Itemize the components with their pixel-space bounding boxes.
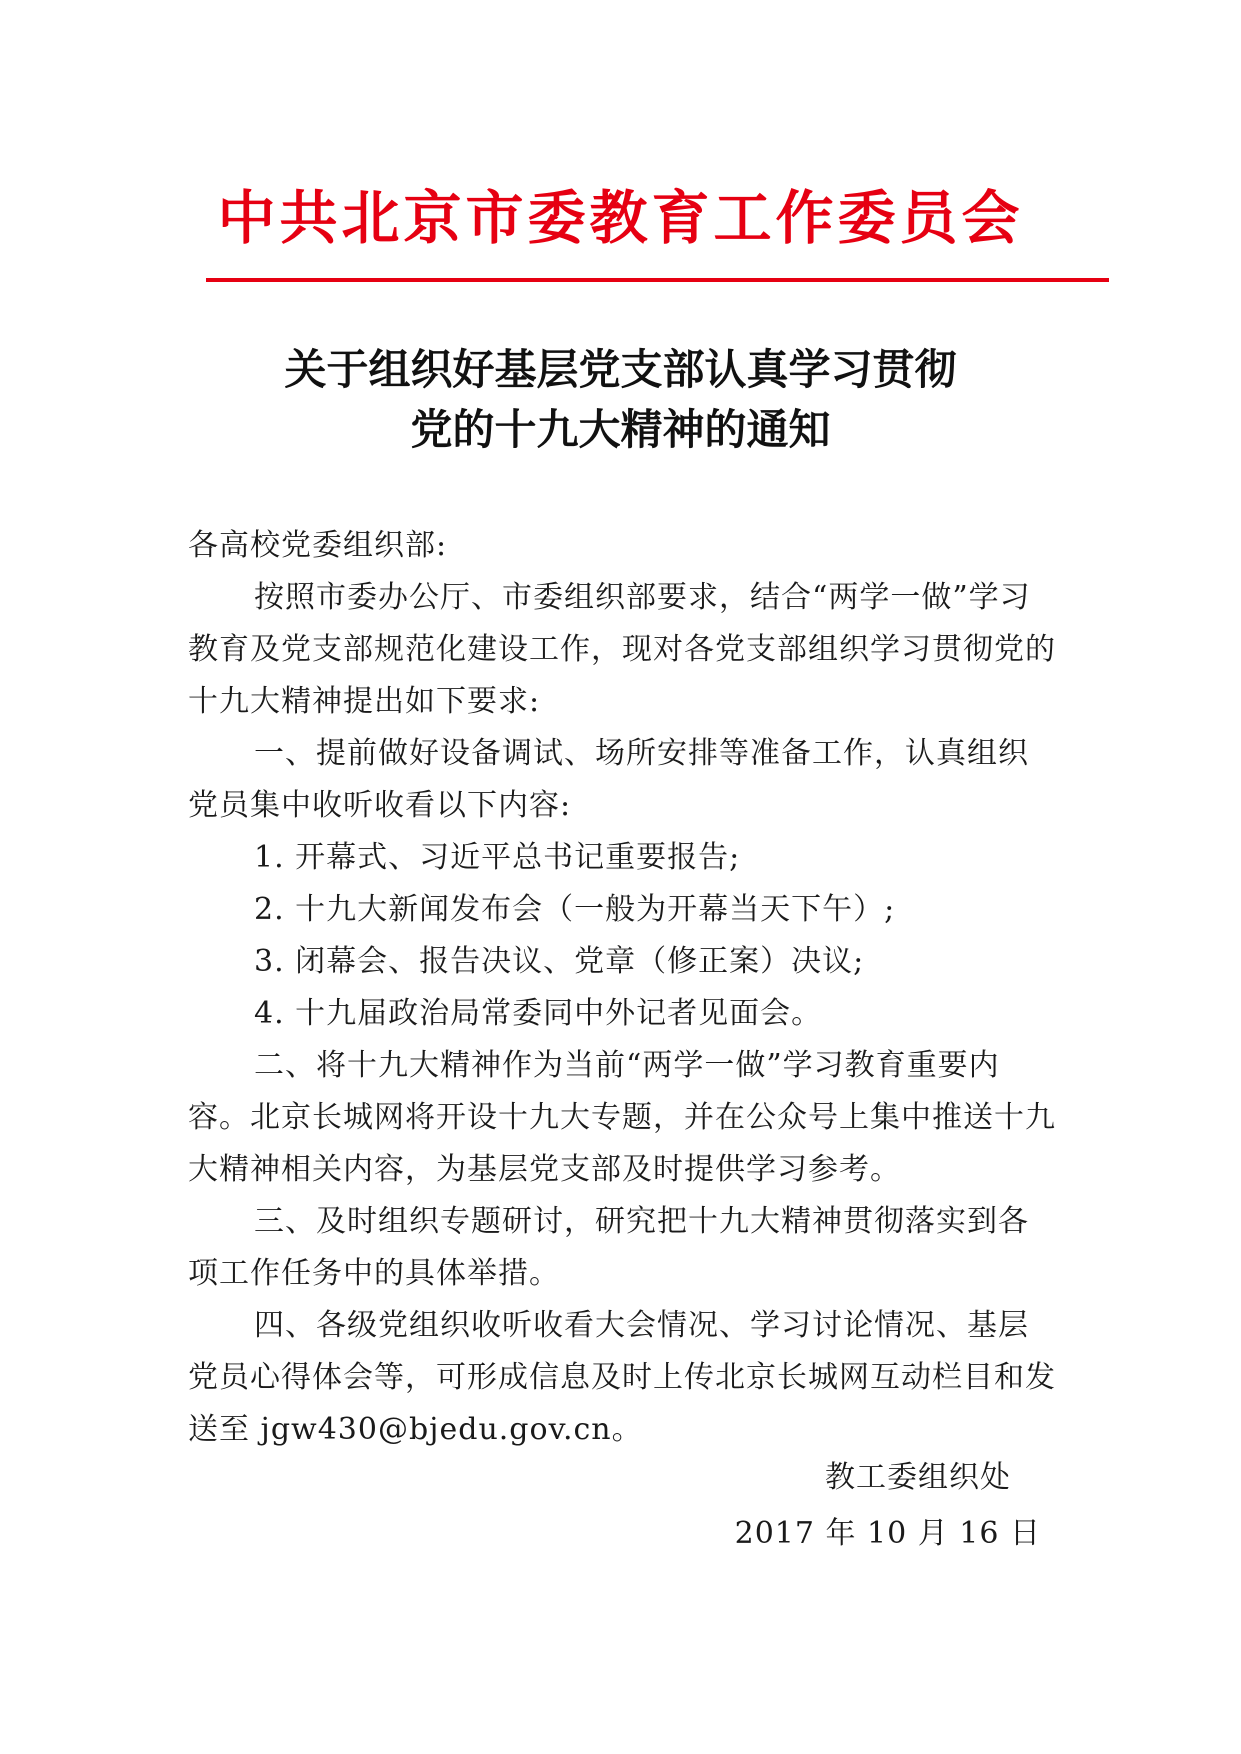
- list-item: 3. 闭幕会、报告决议、党章（修正案）决议;: [254, 944, 865, 979]
- salutation: 各高校党委组织部:: [188, 528, 448, 563]
- signature-block: [735, 1450, 1041, 1562]
- document-title-line-2: 党的十九大精神的通知: [410, 405, 831, 454]
- section-2-paragraph: 二、将十九大精神作为当前“两学一做”学习教育重要内容。北京长城网将开设十九大专题，并在公众号上集中推送十九大精神相关内容，为基层党支部及时提供学习参考。: [188, 1048, 1056, 1187]
- section-4-paragraph: 四、各级党组织收听收看大会情况、学习讨论情况、基层党员心得体会等，可形成信息及时上传北京长城网互动栏目和发送至 jgw430@bjedu.gov.cn。: [188, 1308, 1056, 1447]
- document-title-line-1: 关于组织好基层党支部认真学习贯彻: [284, 345, 957, 394]
- list-item: 2. 十九大新闻发布会（一般为开幕当天下午）;: [254, 892, 896, 927]
- list-item: 1. 开幕式、习近平总书记重要报告;: [254, 840, 741, 875]
- list-item: 4. 十九届政治局常委同中外记者见面会。: [254, 996, 823, 1031]
- letterhead-red-rule: [206, 278, 1109, 282]
- document-title: [0, 340, 1241, 460]
- signature-date: 2017 年 10 月 16 日: [734, 1516, 1041, 1551]
- letterhead-title: 中共北京市委教育工作委员会: [217, 184, 1024, 252]
- section-3-paragraph: 三、及时组织专题研讨，研究把十九大精神贯彻落实到各项工作任务中的具体举措。: [188, 1204, 1029, 1291]
- signature-org: 教工委组织处: [825, 1460, 1011, 1495]
- section-1-paragraph: 一、提前做好设备调试、场所安排等准备工作，认真组织党员集中收听收看以下内容:: [188, 736, 1029, 823]
- document-body: [188, 520, 1058, 1456]
- intro-paragraph: 按照市委办公厅、市委组织部要求，结合“两学一做”学习教育及党支部规范化建设工作，现对各党支部组织学习贯彻党的十九大精神提出如下要求:: [188, 580, 1056, 719]
